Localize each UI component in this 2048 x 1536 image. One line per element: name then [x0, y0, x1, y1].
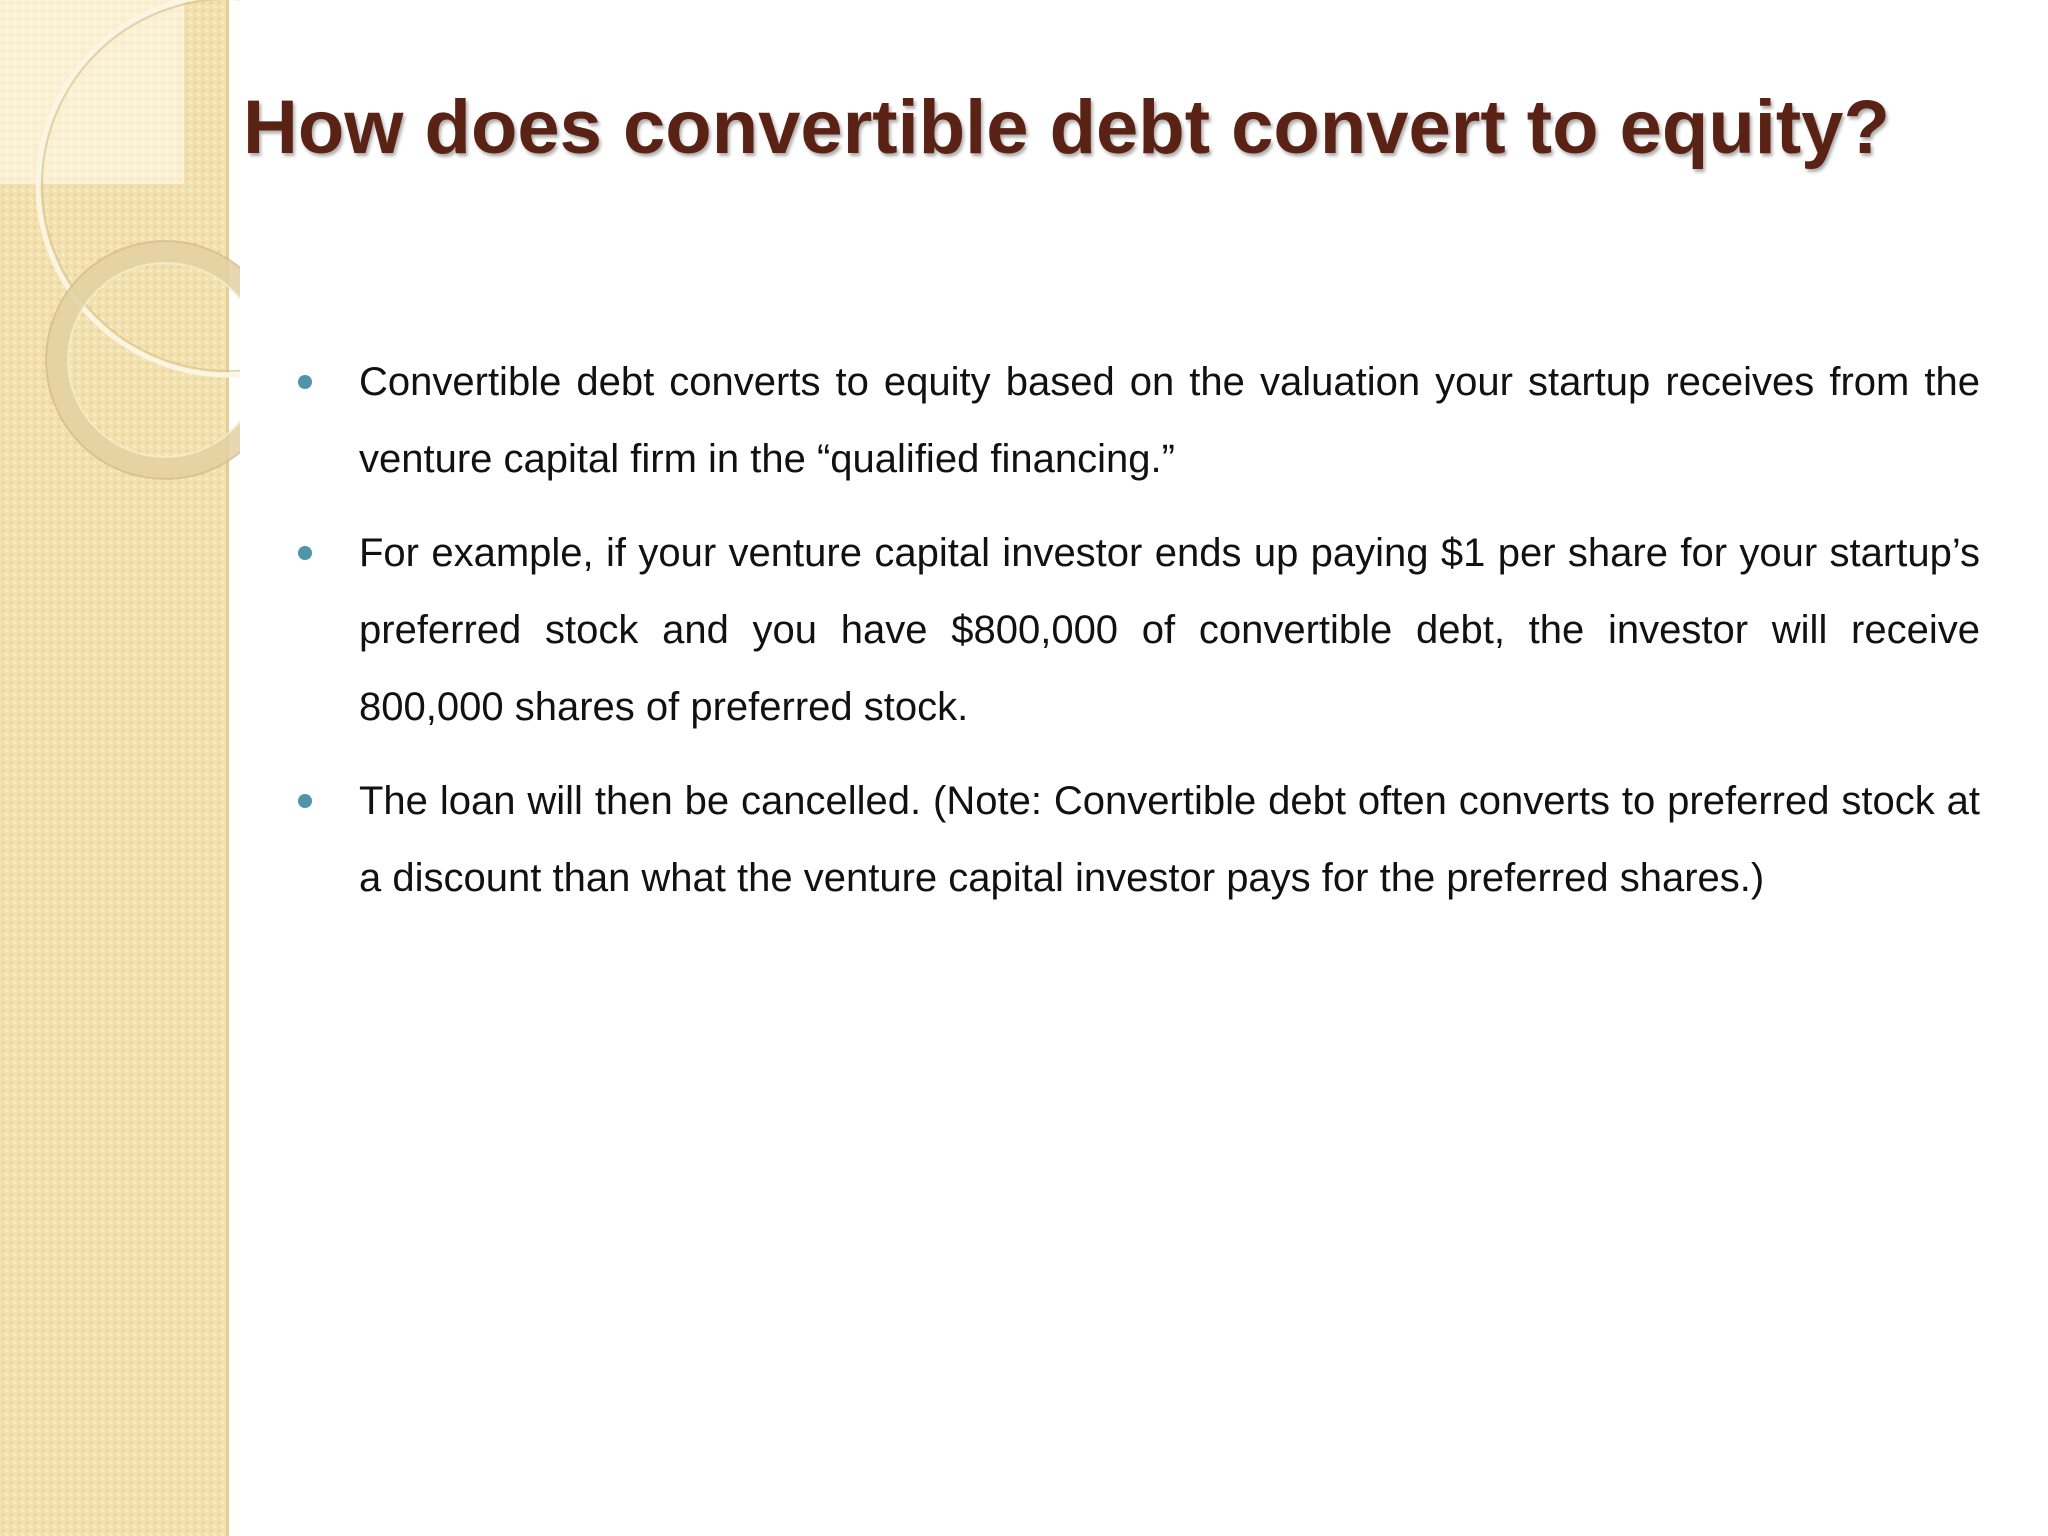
decorative-rings: [0, 0, 240, 520]
bullet-item: [288, 344, 1980, 498]
bullet-text: The loan will then be cancelled. (Note: Convertible debt often converts to preferred stock at a discount than what the venture capital investor pays for the preferred shares.): [359, 779, 1980, 900]
bullet-dot-icon: [298, 794, 312, 808]
bullet-list: [288, 344, 1980, 934]
bullet-dot-icon: [298, 375, 312, 389]
bullet-dot-icon: [298, 546, 312, 560]
bullet-item: [288, 515, 1980, 746]
bullet-text: Convertible debt converts to equity based on the valuation your startup receives from the venture capital firm in the “qualified financing.”: [359, 360, 1980, 481]
bullet-item: [288, 763, 1980, 917]
bullet-text: For example, if your venture capital investor ends up paying $1 per share for your startup’s preferred stock and you have $800,000 of convertible debt, the investor will receive 800,000 shares of preferred stock.: [359, 531, 1980, 729]
slide-title: How does convertible debt convert to equity?: [243, 85, 1890, 170]
